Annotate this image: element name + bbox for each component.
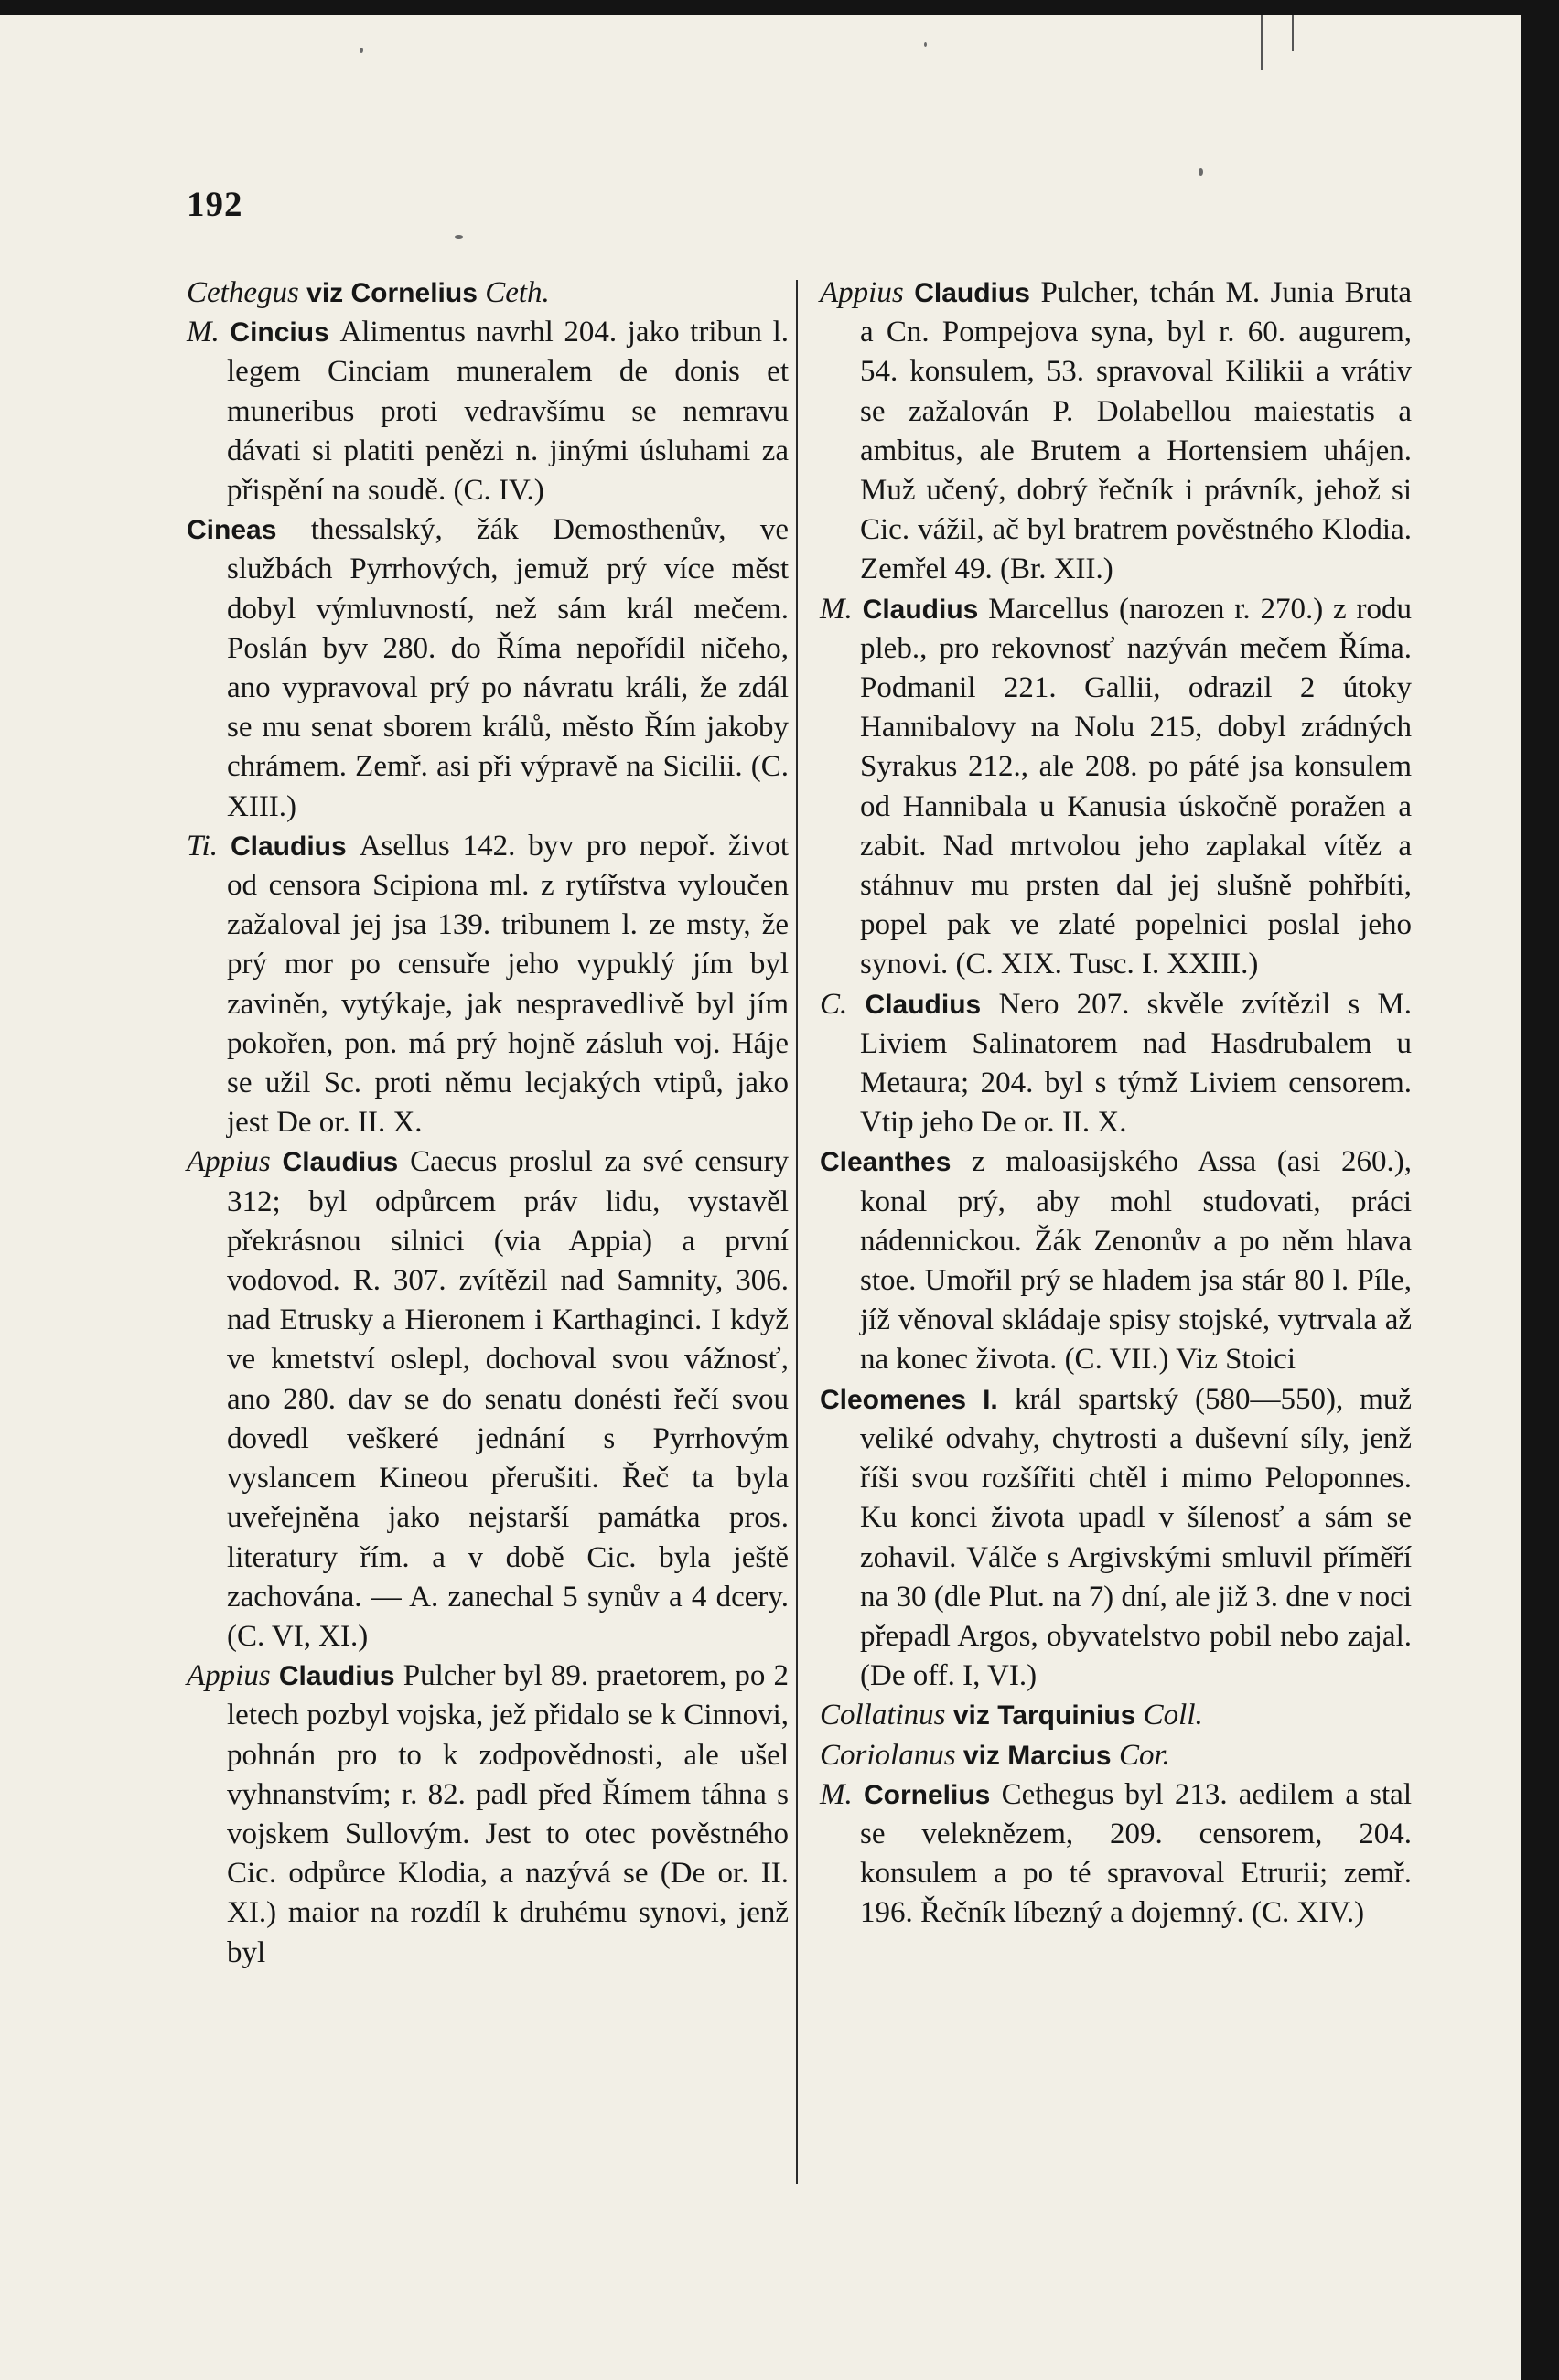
dictionary-entry: [187, 273, 789, 313]
entry-text: Ceth.: [485, 276, 550, 309]
entry-headword: viz Cornelius: [298, 278, 486, 308]
entry-headword: Claudius: [270, 1661, 403, 1692]
dictionary-entry: [820, 1736, 1412, 1775]
entry-text: Asellus 142. byv pro nepoř. život od censora Scipiona ml. z rytířstva vyloučen zažaloval jej jsa 139. tribunem l. ze msty, že prý mor po censuře jeho vypuklý jím byl zaviněn, vytýkaje, jak nespravedlivě byl jím pokořen, pon. má prý hojně zásluh voj. Háje se užil Sc. proti němu lecjakých vtipů, jako jest De or. II. X.: [227, 829, 789, 1140]
dictionary-entry: [187, 1142, 789, 1656]
entry-text: Caecus proslul za své censury 312; byl odpůrcem práv lidu, vystavěl překrásnou silnici (via Appia) a první vodovod. R. 307. zvítězil nad Samnity, 306. nad Etrusky a Hieronem i Karthaginci. I když ve kmetství oslepl, dochoval svou vážnosť, ano 280. dav se do senatu donésti řečí svou dovedl veškeré jednání s Pyrrhovým vyslancem Kineou přerušiti. Řeč ta byla uveřejněna jako nejstarší památka pros. literatury řím. a v době Cic. byla ještě zachována. — A. zanechal 5 synův a 4 dcery. (C. VI, XI.): [227, 1145, 789, 1653]
entry-headword: Claudius: [903, 278, 1041, 308]
entry-headword: Claudius: [852, 594, 989, 625]
scan-speck: [360, 48, 363, 53]
entry-text: král spartský (580—550), muž veliké odvahy, chytrosti a duševní síly, jenž říši svou rozšířiti chtěl i mimo Peloponnes. Ku konci života upadl v šílenosť a sám se zohavil. Válče s Argivskými smluvil příměří na 30 (dle Plut. na 7) dní, ale již 3. dne v noci přepadl Argos, obyvatelstvo pobil nebo zajal. (De off. I, VI.): [860, 1382, 1413, 1693]
entry-headword: Cineas: [187, 515, 311, 546]
entry-text: Cor.: [1118, 1738, 1170, 1772]
entry-text: Nero 207. skvěle zvítězil s M. Liviem Salinatorem nad Hasdrubalem u Metaura; 204. byl s týmž Liviem censorem. Vtip jeho De or. II. X.: [860, 987, 1412, 1140]
dictionary-entry: [820, 1380, 1412, 1697]
entry-lead: Coriolanus: [820, 1738, 956, 1772]
entry-text: Coll.: [1143, 1699, 1203, 1732]
entry-headword: Cincius: [219, 317, 340, 348]
left-column: [187, 273, 789, 1973]
entry-headword: viz Tarquinius: [945, 1700, 1144, 1731]
entry-lead: Collatinus: [820, 1699, 946, 1732]
right-column: [820, 273, 1412, 1934]
scan-edge-mark: [1292, 15, 1294, 51]
entry-lead: Cethegus: [187, 276, 299, 309]
dictionary-entry: [187, 827, 789, 1143]
column-divider: [796, 280, 798, 2184]
entry-lead: M.: [820, 1777, 853, 1811]
entry-text: Alimentus navrhl 204. jako tribun l. legem Cinciam muneralem de donis et muneribus proti vedravšímu se nemravu dávati si platiti penězi n. jinými úsluhami za přispění na soudě. (C. IV.): [227, 316, 789, 508]
entry-headword: Claudius: [270, 1147, 411, 1178]
entry-lead: Appius: [187, 1145, 271, 1179]
dictionary-entry: [820, 590, 1412, 985]
dictionary-entry: [187, 313, 789, 510]
entry-lead: M.: [187, 316, 220, 349]
entry-headword: Claudius: [847, 989, 999, 1020]
book-page: [0, 15, 1521, 2380]
entry-lead: C.: [820, 987, 848, 1021]
entry-lead: Appius: [187, 1659, 271, 1693]
entry-text: thessalský, žák Demosthenův, ve službách Pyrrhových, jemuž prý více měst dobyl výmluvností, než sám král mečem. Poslán byv 280. do Říma nepořídil ničeho, ano vypravoval prý po návratu králi, že zdál se mu senat sborem králů, město Řím jakoby chrámem. Zemř. asi při výpravě na Sicilii. (C. XIII.): [227, 513, 789, 823]
entry-text: Cethegus byl 213. aedilem a stal se veleknězem, 209. censorem, 204. konsulem a po té spravoval Etrurii; zemř. 196. Řečník líbezný a dojemný. (C. XIV.): [860, 1777, 1412, 1930]
entry-text: Pulcher byl 89. praetorem, po 2 letech pozbyl vojska, jež přidalo se k Cinnovi, pohnán pro to k zodpovědnosti, ale ušel vyhnanstvím; r. 82. padl před Římem táhna s vojskem Sullovým. Jest to otec pověstného Cic. odpůrce Klodia, a nazývá se (De or. II. XI.) maior na rozdíl k druhému synovi, jenž byl: [227, 1659, 789, 1969]
dictionary-entry: [820, 1142, 1412, 1379]
entry-lead: Appius: [820, 276, 904, 309]
dictionary-entry: [187, 1656, 789, 1973]
dictionary-entry: [820, 1696, 1412, 1735]
entry-headword: Claudius: [217, 831, 360, 862]
dictionary-entry: [820, 273, 1412, 590]
page-number: 192: [187, 185, 243, 224]
entry-lead: M.: [820, 592, 853, 626]
entry-headword: Cleanthes: [820, 1147, 973, 1178]
entry-text: Pulcher, tchán M. Junia Bruta a Cn. Pompejova syna, byl r. 60. augurem, 54. konsulem, 53. spravoval Kilikii a vrátiv se zažalován P. Dolabellou maiestatis a ambitus, ale Brutem a Hortensiem uhájen. Muž učený, dobrý řečník i právník, jehož si Cic. vážil, ač byl bratrem pověstného Klodia. Zemřel 49. (Br. XII.): [860, 276, 1413, 586]
entry-text: Marcellus (narozen r. 270.) z rodu pleb., pro rekovnosť nazýván mečem Říma. Podmanil 221. Gallii, odrazil 2 útoky Hannibalovy na Nolu 215, dobyl zrádných Syrakus 212., ale 208. po páté jsa konsulem od Hannibala u Kanusia úskočně poražen a zabit. Nad mrtvolou jeho zaplakal vítěz a stáhnuv mu prsten dal jej slušně pohřbíti, popel pak ve zlaté popelnici poslal jeho synovi. (C. XIX. Tusc. I. XXIII.): [860, 592, 1412, 981]
entry-lead: Ti.: [187, 829, 218, 863]
entry-headword: Cornelius: [852, 1779, 1002, 1810]
scan-speck: [924, 42, 927, 47]
scan-speck: [455, 235, 463, 239]
scan-speck: [1199, 168, 1203, 176]
entry-headword: Cleomenes I.: [820, 1384, 1015, 1415]
dictionary-entry: [187, 510, 789, 827]
dictionary-entry: [820, 985, 1412, 1143]
dictionary-entry: [820, 1775, 1412, 1934]
entry-headword: viz Marcius: [955, 1740, 1119, 1771]
entry-text: z maloasijského Assa (asi 260.), konal prý, aby mohl studovati, práci nádennickou. Žák Zenonův a po něm hlava stoe. Umořil prý se hladem jsa stár 80 l. Píle, jíž věnoval skládaje spisy stojské, vytrvala až na konec života. (C. VII.) Viz Stoici: [860, 1145, 1412, 1377]
scan-edge-mark: [1261, 15, 1263, 70]
